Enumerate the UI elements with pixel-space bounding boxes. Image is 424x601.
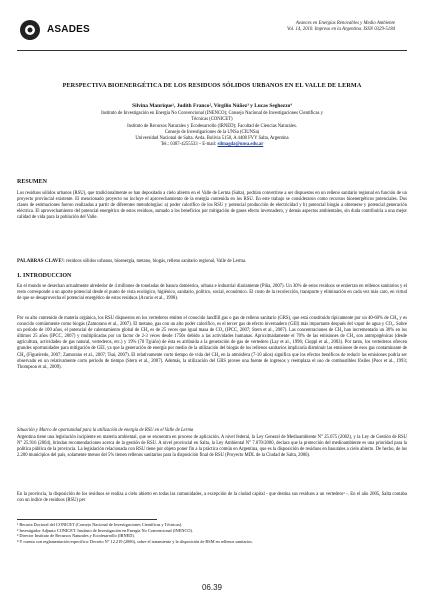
keywords-label: PALABRAS CLAVE¹:: [17, 259, 65, 264]
journal-header: [17, 17, 395, 45]
intro-paragraph-4: En la provincia, la disposición de los residuos se realiza a cielo abierto en todas las comunidades, a excepción de la ciudad capital - que destina sus residuos a un vertedero¹ -. En el año 2005, Salta contaba con un índice de residuos (RSU) per: [17, 492, 407, 504]
journal-name: Avances en Energías Renovables y Medio Ambiente: [295, 21, 395, 26]
logo-text: ASADES: [47, 24, 90, 35]
paper-title: PERSPECTIVA BIOENERGÉTICA DE LOS RESIDUOS SÓLIDOS URBANOS EN EL VALLE DE LERMA: [62, 82, 362, 89]
journal-info: [287, 21, 395, 33]
intro-heading: 1. INTRODUCCION: [17, 273, 72, 279]
journal-volume: Vol. 14, 2010. Impreso en la Argentina. ISSN 0329-5184: [286, 27, 395, 32]
keywords-text: residuos sólidos urbanos, bioenergía, metano, biogás, relleno sanitario regional, Valle de Lerma.: [64, 259, 247, 264]
resumen-heading: RESUMEN: [17, 179, 48, 185]
intro-paragraph-1: En el mundo se desechan actualmente alrededor de 4 millones de toneladas de basura doméstica, urbana e industrial diariamente (Piña, 2007). Un 30% de estos residuos se entierran en rellenos sanitarios y el resto corresponde a un aporte potencial desde el punto de vista ecológico, higiénico, sanitario, político, social, económico. El costo de la recolección, transporte y eliminación en cada vez más caro, en virtud de que se desaprovecha el potencial energético de estos residuos (Acurio et al., 1998).: [17, 284, 407, 302]
affiliation-line: Instituto de Investigación en Energía No Convencional (INENCO); Consejo Nacional de Investigaciones Científicas y: [101, 111, 323, 116]
affiliation-line: Universidad Nacional de Salta. Avda. Bolivia 5150, A 4408 FVY Salta, Argentina: [135, 136, 289, 142]
affiliations: [20, 111, 404, 149]
affiliation-line: Consejo de Investigaciones de la UNSa (CIUNSa): [164, 129, 260, 135]
contact-line: [20, 142, 404, 148]
email-link[interactable]: silmagda@unsa.edu.ar: [217, 142, 264, 148]
footnote: ² Investigador Adjunto CONICET. Instituto de Investigación en Energía No Convencional (INENCO).: [17, 527, 193, 533]
footnote: ⁴ Y cuenta con reglamentación específica: Decreto N° 12.219 (2006), sobre el tratamiento y la disposición de RSM en rellenos sanitarios.: [17, 538, 253, 544]
intro-paragraph-2: Por su alto contenido de materia orgánica, los RSU dispuestos en los vertederos emiten el conocido landfill gas o gas de relleno sanitario (GRS), que está constituido típicamente por un 40-60% de CH₄ y es conocido comúnmente como biogás (Zamorano et al., 2007). El metano, gas con un alto poder calorífico, es el tercer gas de efecto invernadero (GEI) más importante después del vapor de agua y CO₂. Sobre un período de 100 años, el potencial de calentamiento global de CH₄ es de 25 veces que igual masa de CO₂ (IPCC, 2007; Stern et al., 2007). Las concentraciones de CH₄ han incrementado un 30% en los últimos 25 años (IPCC, 2007) y multiplicadas por un factor de 2-3 veces desde 1750s debido a las actividades humanas. Aproximadamente el 70% de las emisiones de CH₄ son antropogénicas (desde agricultura, actividades de gas natural, vertederos, etc.) y 19% (70 Tg/año) de ésta es atribuida a la generación de gas de vertedero (Lay et al., 1996; Cioppi et al., 2003). Por tanto, los vertederos ofrecen grandes oportunidades para mitigación de GEI, ya que la generación de energía por medio de la utilización del biogás de los rellenos sanitarios implicaría disminuir las emisiones de esos gas contaminante de CH₄ (Figueiredo, 2007; Zamorano et al., 2007; Tsai, 2007). El relativamente corto tiempo de vida del CH₄ en la atmósfera (7-10 años) significa que los efectos benéficos de reducir las emisiones podría ser observado en un relativamente corto período de tiempo (Stern et al., 2007). Además, la utilización del GRS provee una fuente de ingresos y reemplaza el uso de combustibles fósiles (Poor et al., 1993; Thompson et al., 2009).: [17, 316, 407, 370]
keywords: [17, 259, 407, 265]
footnotes: [17, 522, 407, 544]
affiliation-line: Instituto de Recursos Naturales y Ecodesarrollo (IRNED); Facultad de Ciencias Naturales.: [127, 123, 297, 129]
affiliation-line: Técnicas (CONICET): [191, 117, 233, 123]
header-rule: [17, 50, 407, 51]
page-number: 06.39: [201, 583, 223, 592]
footnote: ¹ Becaria Doctoral del CONICET (Consejo Nacional de Investigaciones Científicas y Técnicas).: [17, 522, 183, 527]
section-subheading: Situación y Marco de oportunidad para la utilización de energía de RSU en el Valle de Lerma: [17, 428, 194, 433]
footnote: ³ Director Instituto de Recursos Naturales y Ecodesarrollo (IRNED).: [17, 533, 135, 539]
contact-prefix: Tel.: 0387-4255533 – E-mail:: [160, 142, 218, 148]
resumen-text: Los residuos sólidos urbanos (RSU), que tradicionalmente se han depositado a cielo abierto en el Valle de Lerma (Salta), podrían convertirse a ser dispuestos en un relleno sanitario regional en función de un proyecto provincial existente. El mencionado proyecto no incluye el aprovechamiento de la energía contenida en los RSU. En este trabajo se consideraron como recursos bioenergéticos potenciales. Dos clases de estimaciones fueron realizadas a partir de diferentes metodologías: a) poder calorífico de los RSU y potencial producción de electricidad y b) potencial biogás a obtenerse y potencial generación eléctrica. El aprovechamiento del potencial energético de estos residuos, sumado a los beneficios por mitigación de gases efecto invernadero, y demás aspectos ambientales, sin duda contribuiría a una mejor calidad de vida para la población del Valle.: [17, 191, 407, 221]
intro-paragraph-3: Argentina tiene una legislación incipiente en materia ambiental, que se encuentra en proceso de aplicación. A nivel federal, la Ley General de Medioambiente N° 25.675 (2002), y la Ley de Gestión de RSU N° 25.916 (2004), brindan recomendaciones acerca de la gestión de RSU. A nivel provincial en Salta, la Ley Ambiental N° 7.070/2000, declara que la protección del medioambiente es una prioridad para la política pública de la provincia. La legislación relacionada con RSU tiene por objeto poner fin a la práctica común en Argentina, que es la disposición de residuos en basurales a cielo abierto. De hecho, de los 2.200 municipios del país, solamente menos del 5% tienen rellenos sanitarios para la disposición final de RSU (Proyecto MDL de la Ciudad de Salta, 2006).: [17, 435, 407, 459]
paper-authors: Silvina Manrique¹, Judith Franco², Virgilio Núñez³ y Lucas Seghezzo⁴: [132, 103, 292, 109]
footnote-rule: [17, 519, 157, 520]
asades-logo-icon: [19, 19, 41, 41]
